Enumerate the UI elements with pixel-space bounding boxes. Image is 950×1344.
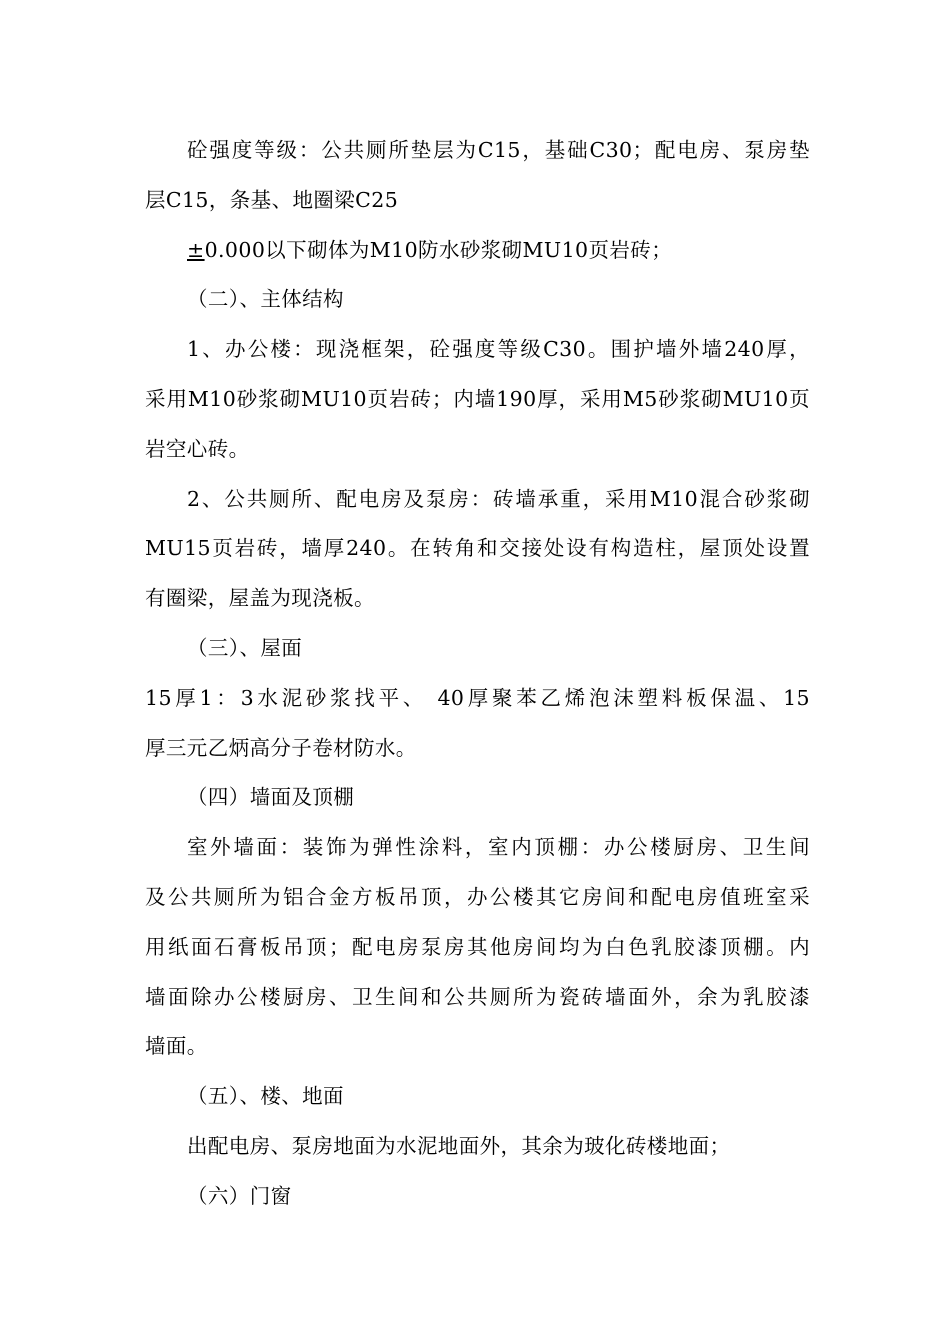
section-heading: （四）墙面及顶棚: [187, 785, 355, 810]
paragraph-line: 墙面。: [145, 1034, 208, 1059]
paragraph-line: 有圈梁，屋盖为现浇板。: [145, 586, 375, 611]
paragraph-line: 15厚1：3水泥砂浆找平、 40厚聚苯乙烯泡沫塑料板保温、15: [145, 685, 810, 710]
paragraph-line: 砼强度等级：公共厕所垫层为C15，基础C30；配电房、泵房垫: [187, 138, 810, 162]
plus-minus-symbol: ±: [187, 237, 205, 262]
paragraph-line: 室外墙面：装饰为弹性涂料，室内顶棚：办公楼厨房、卫生间: [187, 835, 810, 860]
section-heading: （五）、楼、地面: [187, 1084, 344, 1109]
paragraph-line: 及公共厕所为铝合金方板吊顶，办公楼其它房间和配电房值班室采: [145, 884, 810, 909]
paragraph-line: 出配电房、泵房地面为水泥地面外，其余为玻化砖楼地面；: [187, 1133, 731, 1158]
section-heading: （二）、主体结构: [187, 287, 344, 312]
paragraph-line: 用纸面石膏板吊顶；配电房泵房其他房间均为白色乳胶漆顶棚。内: [145, 934, 810, 959]
paragraph-line: 1、办公楼：现浇框架，砼强度等级C30。围护墙外墙240厚，: [187, 337, 810, 362]
paragraph-line: 厚三元乙炳高分子卷材防水。: [145, 735, 417, 760]
paragraph-line: 采用M10砂浆砌MU10页岩砖；内墙190厚，采用M5砂浆砌MU10页: [145, 386, 810, 411]
section-heading: （三）、屋面: [187, 635, 303, 660]
paragraph-line: [145, 226, 810, 276]
paragraph-text: 0.000以下砌体为M10防水砂浆砌MU10页岩砖；: [204, 237, 673, 262]
paragraph-line: 层C15，条基、地圈梁C25: [145, 187, 399, 212]
paragraph-line: MU15页岩砖，墙厚240。在转角和交接处设有构造柱，屋顶处设置: [145, 536, 810, 561]
paragraph-line: 墙面除办公楼厨房、卫生间和公共厕所为瓷砖墙面外，余为乳胶漆: [145, 984, 810, 1009]
paragraph-line: 2、公共厕所、配电房及泵房：砖墙承重，采用M10混合砂浆砌: [187, 486, 810, 511]
paragraph-line: 岩空心砖。: [145, 436, 250, 461]
document-page: [145, 126, 810, 1222]
section-heading: （六）门窗: [187, 1183, 292, 1208]
